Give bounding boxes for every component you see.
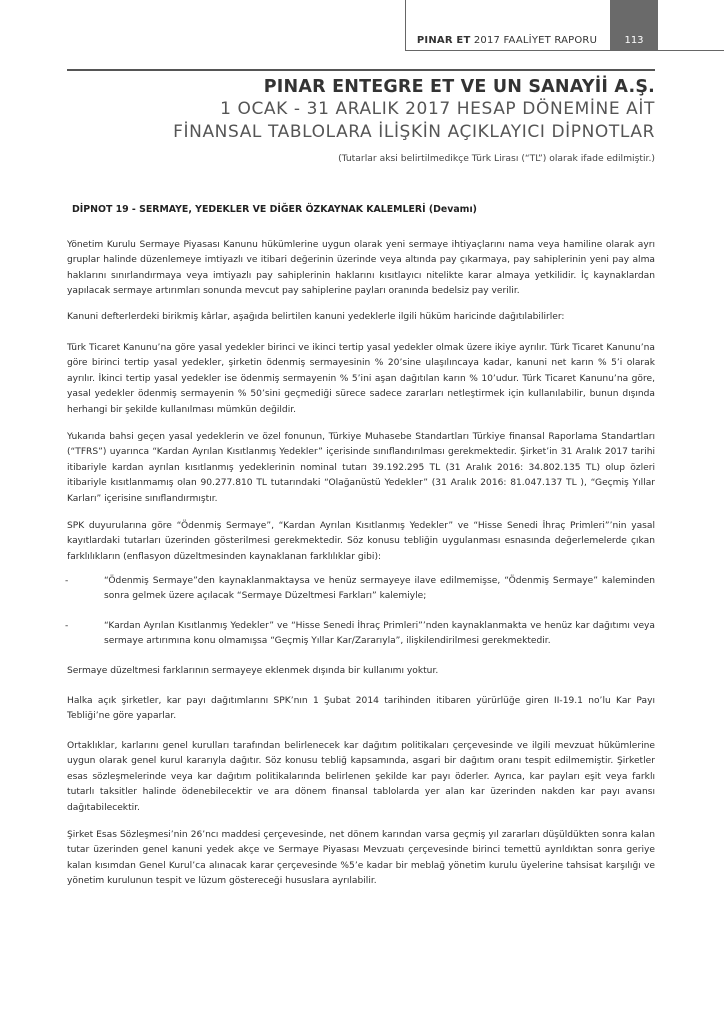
paragraph-3: Türk Ticaret Kanunu’na göre yasal yedekler birinci ve ikinci tertip yasal yedekler olmak üzere ikiye ayrılır. Türk Ticaret Kanunu’na göre birinci tertip yasal yedekler, şirketin ödenmiş sermayesinin % 20’sine ulaşılıncaya kadar, kanuni net karın % 5’i olarak ayrılır. İkinci tertip yasal yedekler ise ödenmiş sermayenin % 5’ini aşan dağıtılan karın % 10’udur. Türk Ticaret Kanunu’na göre, yasal yedekler ödenmiş sermayenin % 50’sini geçmediği sürece sadece zararları netleştirmek için kullanılabilir, bunun dışında herhangi bir şekilde kullanılması mümkün değildir. [67, 343, 655, 415]
paragraph-9: Şirket Esas Sözleşmesi’nin 26’ncı maddesi çerçevesinde, net dönem karından varsa geçmiş yıl zararları düşüldükten sonra kalan tutar üzerinden genel kanuni yedek akçe ve Sermaye Piyasası Mevzuatı çerçevesinde birinci temettü ayrıldıktan sonra geriye kalan kısımdan Genel Kurul’ca alınacak karar çerçevesinde %5’e kadar bir meblağ yönetim kurulu üyelerine tahsisat karşılığı ve yönetim kurulunun tespit ve lüzum göstereceği hususlara ayrılabilir. [67, 830, 655, 887]
report-brand: PINAR ET [416, 35, 471, 46]
bullet-dash: - [65, 621, 69, 631]
paragraph-1: Yönetim Kurulu Sermaye Piyasası Kanunu hükümlerine uygun olarak yeni sermaye ihtiyaçlarını nama veya hamiline olarak ayrı gruplar halinde düzenlemeye imtiyazlı ve itibari değerinin üzerinde veya altında pay çıkarmaya, pay sahiplerinin yeni pay alma haklarını sınırlandırmaya veya imtiyazlı pay sahiplerinin haklarını kısıtlayıcı nitelikte karar almaya yetkilidir. İç kaynaklardan yapılacak sermaye artırımları sonunda mevcut pay sahiplerine payları oranında bedelsiz pay verilir. [67, 240, 655, 297]
notes-title: FİNANSAL TABLOLARA İLİŞKİN AÇIKLAYICI DİPNOTLAR [173, 122, 655, 142]
paragraph-5: SPK duyurularına göre “Ödenmiş Sermaye”, “Kardan Ayrılan Kısıtlanmış Yedekler” ve “Hisse Senedi İhraç Primleri”’nin yasal kayıtlardaki tutarları üzerinden gösterilmesi gerekmektedir. Söz konusu tebliğin uygulanması esnasında değerlemelerde çıkan farklılıkların (enflasyon düzeltmesinden kaynaklanan farklılıklar gibi): [67, 521, 655, 562]
bullet-dash: - [65, 576, 69, 586]
currency-note: (Tutarlar aksi belirtilmedikçe Türk Lirası (“TL”) olarak ifade edilmiştir.) [338, 153, 655, 164]
page-number: 113 [610, 0, 658, 50]
report-title-rest: 2017 FAALİYET RAPORU [473, 35, 598, 46]
paragraph-6: Sermaye düzeltmesi farklarının sermayeye eklenmek dışında bir kullanımı yoktur. [67, 666, 439, 676]
bullet-text-1: “Ödenmiş Sermaye”den kaynaklanmaktaysa ve henüz sermayeye ilave edilmemişse, “Ödenmiş Sermaye” kaleminden sonra gelmek üzere açılacak “Sermaye Düzeltmesi Farkları” kalemiyle; [104, 576, 655, 602]
title-rule [67, 69, 655, 71]
paragraph-4: Yukarıda bahsi geçen yasal yedeklerin ve özel fonunun, Türkiye Muhasebe Standartları Türkiye finansal Raporlama Standartları (“TFRS”) uyarınca “Kardan Ayrılan Kısıtlanmış Yedekler” içerisinde sınıflandırılması gerekmektedir. Şirket’in 31 Aralık 2017 tarihi itibariyle kardan ayrılan kısıtlanmış yedeklerinin nominal tutarı 39.192.295 TL (31 Aralık 2016: 34.802.135 TL) olup özleri itibariyle kısıtlanmamış olan 90.277.810 TL tutarındaki “Olağanüstü Yedekler” (31 Aralık 2016: 81.047.137 TL ), “Geçmiş Yıllar Karları” içerisine sınıflandırmıştır. [67, 432, 655, 504]
company-name: PINAR ENTEGRE ET VE UN SANAYİİ A.Ş. [263, 77, 655, 97]
paragraph-7: Halka açık şirketler, kar payı dağıtımlarını SPK’nın 1 Şubat 2014 tarihinden itibaren yürürlüğe giren II-19.1 no’lu Kar Payı Tebliği’ne göre yaparlar. [67, 696, 655, 722]
period-title: 1 OCAK - 31 ARALIK 2017 HESAP DÖNEMİNE AİT [220, 99, 655, 119]
bullet-text-2: “Kardan Ayrılan Kısıtlanmış Yedekler” ve “Hisse Senedi İhraç Primleri”’nden kaynaklanmakta ve henüz kar dağıtımı veya sermaye artırımına konu olmamışsa “Geçmiş Yıllar Kar/Zararıyla”, ilişkilendirilmesi gerekmektedir. [104, 621, 655, 647]
section-title: DİPNOT 19 - SERMAYE, YEDEKLER VE DİĞER ÖZKAYNAK KALEMLERİ (Devamı) [72, 204, 477, 215]
report-header [405, 32, 724, 51]
paragraph-8: Ortaklıklar, karlarını genel kurulları tarafından belirlenecek kar dağıtım politikaları çerçevesinde ve ilgili mevzuat hükümlerine uygun olarak genel kurul kararıyla dağıtır. Söz konusu tebliğ kapsamında, asgari bir dağıtım oranı tespit edilmemiştir. Şirketler esas sözleşmelerinde veya kar dağıtım politikalarında belirlenen şekilde kar payı öderler. Ayrıca, kar payları eşit veya farklı tutarlı taksitler halinde ödenebilecektir ve ara dönem finansal tablolarda yer alan kar üzerinden nakden kar payı avansı dağıtabilecektir. [67, 741, 655, 813]
paragraph-2: Kanuni defterlerdeki birikmiş kârlar, aşağıda belirtilen kanuni yedeklerle ilgili hüküm haricinde dağıtılabilirler: [67, 312, 565, 322]
report-title [405, 32, 609, 50]
